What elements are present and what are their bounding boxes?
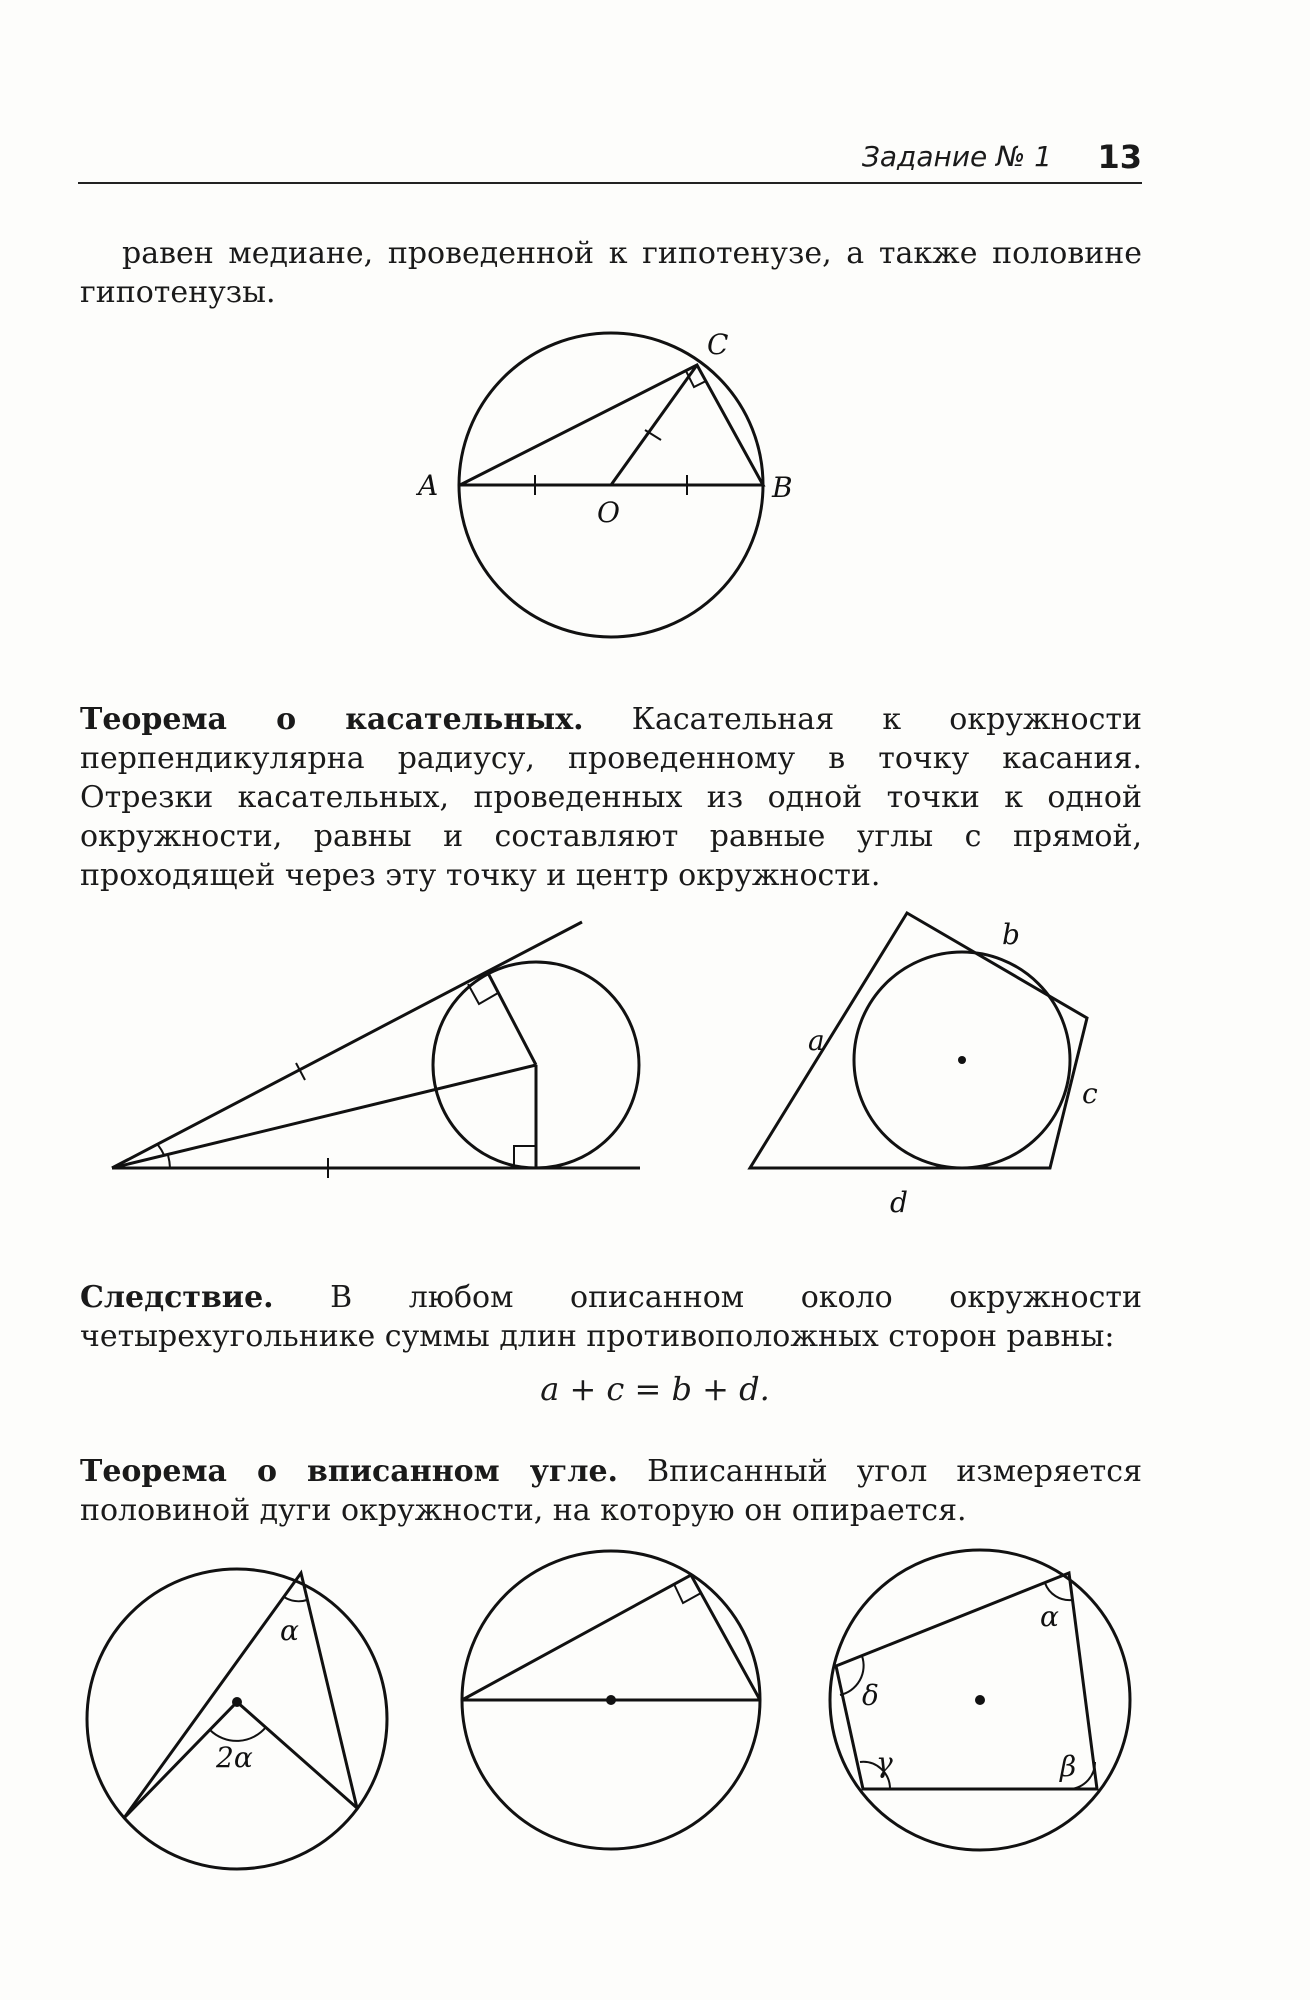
corollary-formula: a + c = b + d. bbox=[540, 1370, 770, 1408]
label-o: O bbox=[597, 496, 620, 529]
arc-alpha-q bbox=[1045, 1583, 1072, 1600]
header-title: Задание № 1 bbox=[861, 140, 1052, 173]
label-gamma-q: γ bbox=[876, 1746, 893, 1779]
label-alpha-q: α bbox=[1040, 1600, 1059, 1633]
label-delta-q: δ bbox=[862, 1679, 879, 1712]
tangent-theorem-text: Касательная к окружности перпендикулярна радиусу, проведенному в точку касания. Отрезки касательных, проведенных из одной точки к одной окружности, равны и составляют равные углы с прямой, проходящей через эту точку и центр окружности. bbox=[80, 702, 1142, 893]
page-number: 13 bbox=[1097, 138, 1142, 176]
label-side-a: a bbox=[808, 1024, 825, 1057]
label-side-b: b bbox=[1002, 918, 1020, 951]
label-beta-q: β bbox=[1060, 1750, 1077, 1783]
label-two-alpha: 2α bbox=[216, 1741, 253, 1774]
label-a: A bbox=[418, 469, 439, 502]
inscribed-angle-text: Вписанный угол измеряется половиной дуги окружности, на которую он опирается. bbox=[80, 1454, 1142, 1528]
intro-text: равен медиане, проведенной к гипотенузе, а также половине гипотенузы. bbox=[80, 236, 1142, 310]
label-alpha: α bbox=[280, 1614, 299, 1647]
corollary-text: В любом описанном около окружности четырехугольнике суммы длин противоположных сторон равны: bbox=[80, 1280, 1142, 1354]
inscribed-angle-title: Теорема о вписанном угле. bbox=[80, 1454, 618, 1489]
tangent-theorem-title: Теорема о касательных. bbox=[80, 702, 584, 737]
label-side-d: d bbox=[890, 1186, 908, 1219]
corollary-title: Следствие. bbox=[80, 1280, 274, 1315]
label-side-c: c bbox=[1082, 1077, 1098, 1110]
label-c: C bbox=[707, 328, 729, 361]
center-3 bbox=[975, 1695, 985, 1705]
label-b: B bbox=[772, 471, 793, 504]
